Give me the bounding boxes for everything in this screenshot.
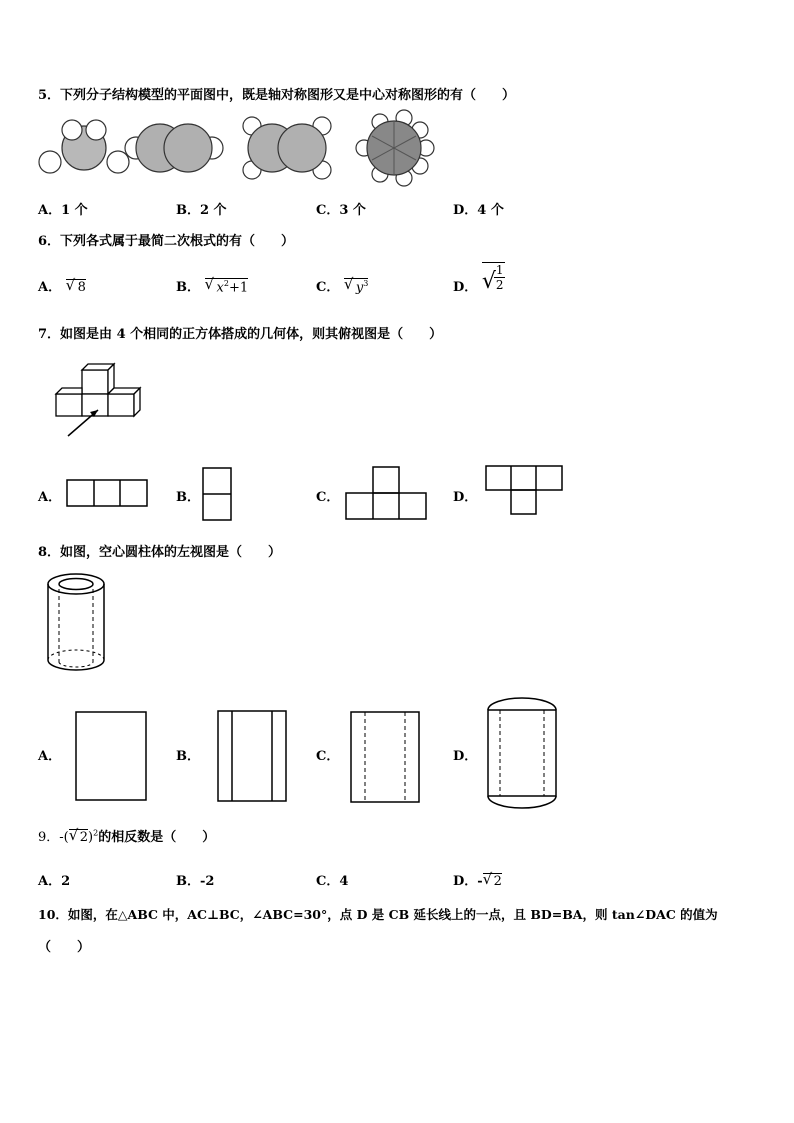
q8-label-a[interactable]: A． bbox=[38, 749, 62, 764]
molecule-3-icon bbox=[243, 117, 331, 179]
q6-option-c[interactable] bbox=[316, 276, 368, 295]
q7-label-b[interactable]: B． bbox=[176, 490, 200, 505]
q9-option-d[interactable]: D．- √ 2 bbox=[453, 870, 502, 889]
q9-option-c[interactable]: C．4 bbox=[316, 874, 349, 889]
molecule-2-icon bbox=[125, 124, 223, 172]
hollow-cylinder-figure bbox=[44, 570, 114, 674]
question-9-stem: 9．-( √ 2)$^2$的相反数是（ ） bbox=[38, 826, 216, 845]
q9-option-b[interactable]: B．-2 bbox=[176, 874, 215, 889]
cube-figure bbox=[54, 362, 174, 442]
q7-label-a[interactable]: A． bbox=[38, 490, 62, 505]
q8-label-b[interactable]: B． bbox=[176, 749, 200, 764]
q7-figure-a[interactable] bbox=[66, 479, 150, 509]
question-5-stem: 5．下列分子结构模型的平面图中，既是轴对称图形又是中心对称图形的有（ ） bbox=[38, 88, 516, 103]
q9-option-a[interactable]: A．2 bbox=[38, 874, 71, 889]
question-8-stem: 8．如图，空心圆柱体的左视图是（ ） bbox=[38, 545, 282, 560]
sqrt-x2-plus-1: √ $x^2+1$ bbox=[204, 274, 249, 295]
sqrt-8: √ 8 bbox=[65, 276, 86, 295]
sqrt-y3: √ $y^3$ bbox=[343, 274, 369, 295]
molecule-4-icon bbox=[356, 110, 434, 186]
q5-option-c[interactable]: C．3 个 bbox=[316, 203, 366, 218]
question-10-stem-continued: （ ） bbox=[38, 940, 91, 955]
sqrt-2: √ 2 bbox=[68, 826, 89, 845]
q7-figure-b[interactable] bbox=[202, 467, 234, 523]
q8-figure-d[interactable] bbox=[484, 698, 560, 810]
question-7-stem: 7．如图是由 4 个相同的正方体搭成的几何体，则其俯视图是（ ） bbox=[38, 327, 443, 342]
q6-label-b: B． bbox=[176, 280, 200, 295]
question-10-stem: 10．如图，在△ABC 中，AC⊥BC，∠ABC=30°，点 D 是 CB 延长线上的一点，且 BD=BA，则 tan∠DAC 的值为 bbox=[38, 907, 718, 922]
sqrt-half: √ $\frac{1}{2}$ bbox=[481, 263, 504, 294]
q8-figure-c[interactable] bbox=[349, 710, 421, 804]
q6-label-c: C． bbox=[316, 280, 340, 295]
q8-label-d[interactable]: D． bbox=[453, 749, 478, 764]
q6-option-d[interactable] bbox=[453, 262, 505, 293]
q8-label-c[interactable]: C． bbox=[316, 749, 340, 764]
q6-label-a: A． bbox=[38, 280, 62, 295]
molecule-1-icon bbox=[39, 120, 129, 173]
question-6-stem: 6．下列各式属于最简二次根式的有（ ） bbox=[38, 234, 295, 249]
q7-figure-d[interactable] bbox=[485, 465, 569, 521]
q5-option-b[interactable]: B．2 个 bbox=[176, 203, 227, 218]
q8-figure-a[interactable] bbox=[74, 710, 148, 802]
q6-option-a[interactable] bbox=[38, 276, 86, 295]
q7-figure-c[interactable] bbox=[345, 465, 429, 521]
q5-option-d[interactable]: D．4 个 bbox=[453, 203, 504, 218]
q5-option-a[interactable]: A．1 个 bbox=[38, 203, 88, 218]
molecule-figures bbox=[36, 112, 436, 184]
sqrt-2-d: √ 2 bbox=[482, 870, 502, 889]
q6-label-d: D． bbox=[453, 280, 478, 295]
q6-option-b[interactable] bbox=[176, 276, 248, 295]
q8-figure-b[interactable] bbox=[216, 709, 288, 803]
q7-label-d[interactable]: D． bbox=[453, 490, 478, 505]
q7-label-c[interactable]: C． bbox=[316, 490, 340, 505]
